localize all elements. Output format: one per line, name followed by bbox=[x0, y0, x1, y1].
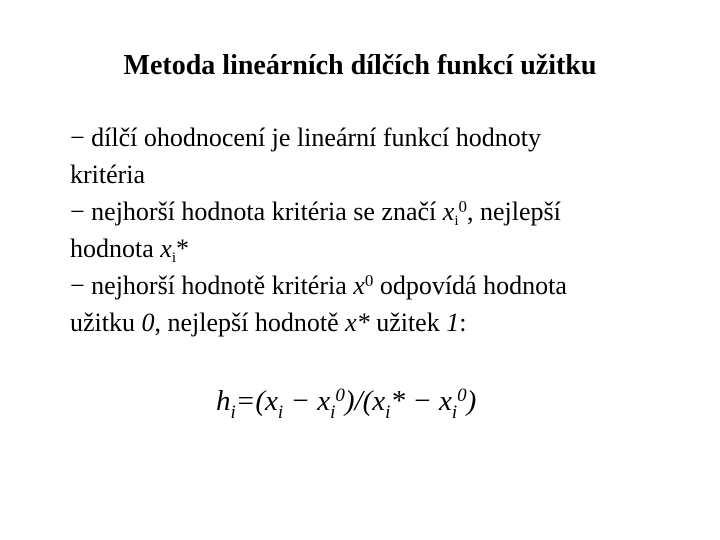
bullet-1-text-cont: kritéria bbox=[70, 160, 146, 189]
formula-part-2-sup: 0 bbox=[335, 385, 345, 406]
bullet-3-text-f: : bbox=[459, 308, 467, 337]
formula-part-5: ) bbox=[466, 385, 477, 417]
var-x: x bbox=[442, 197, 455, 226]
bullet-3-text-b: odpovídá hodnota bbox=[373, 271, 567, 300]
value-zero: 0 bbox=[141, 308, 155, 337]
var-sub-i: i bbox=[454, 213, 459, 229]
var-x0: x bbox=[353, 271, 365, 300]
bullet-1-line-1 bbox=[70, 119, 670, 156]
slide-title: Metoda lineárních dílčích funkcí užitku bbox=[123, 50, 597, 81]
value-one: 1 bbox=[446, 308, 460, 337]
formula-h: h bbox=[216, 385, 231, 417]
bullet-3-text-c: užitku bbox=[70, 308, 142, 337]
var-sup-0: 0 bbox=[458, 197, 467, 216]
bullet-3-dash: − bbox=[70, 271, 85, 300]
formula-part-2: − x bbox=[283, 385, 331, 417]
bullet-1-dash: − bbox=[70, 123, 85, 152]
formula-h-sub: i bbox=[230, 402, 236, 423]
bullet-2-text-b: , nejlepší bbox=[467, 197, 561, 226]
formula-part-3-sub: i bbox=[385, 402, 391, 423]
bullet-list bbox=[70, 119, 670, 341]
bullet-3-line-1 bbox=[70, 267, 670, 304]
formula-part-4: * − x bbox=[390, 385, 452, 417]
star-symbol: * bbox=[175, 234, 189, 263]
bullet-1-text: dílčí ohodnocení je lineární funkcí hodnoty bbox=[84, 123, 542, 152]
var-sub-i-best: i bbox=[171, 250, 176, 266]
utility-formula bbox=[216, 385, 477, 423]
bullet-3-text: nejhorší hodnotě kritéria bbox=[84, 271, 354, 300]
formula-part-4-sup: 0 bbox=[457, 385, 467, 406]
var-x-best: x bbox=[160, 234, 172, 263]
bullet-2-text: nejhorší hodnota kritéria se značí bbox=[84, 197, 443, 226]
formula-part-3: )/(x bbox=[344, 385, 386, 417]
formula-part-1-sub: i bbox=[277, 402, 284, 423]
formula-part-2-sub: i bbox=[330, 402, 336, 423]
bullet-3-line-2 bbox=[70, 304, 670, 341]
bullet-3-text-e: užitek bbox=[369, 308, 447, 337]
bullet-2-dash: − bbox=[70, 197, 85, 226]
bullet-3-text-d: , nejlepší hodnotě bbox=[154, 308, 346, 337]
var-xstar: x* bbox=[345, 308, 370, 337]
bullet-2-text-c: hodnota bbox=[70, 234, 161, 263]
formula-part-4-sub: i bbox=[451, 402, 458, 423]
var-x0-sup: 0 bbox=[364, 271, 374, 290]
bullet-2-line-1 bbox=[70, 193, 670, 230]
bullet-2-line-2 bbox=[70, 230, 670, 267]
formula-part-1: =(x bbox=[235, 385, 278, 417]
bullet-1-line-2 bbox=[70, 156, 670, 193]
